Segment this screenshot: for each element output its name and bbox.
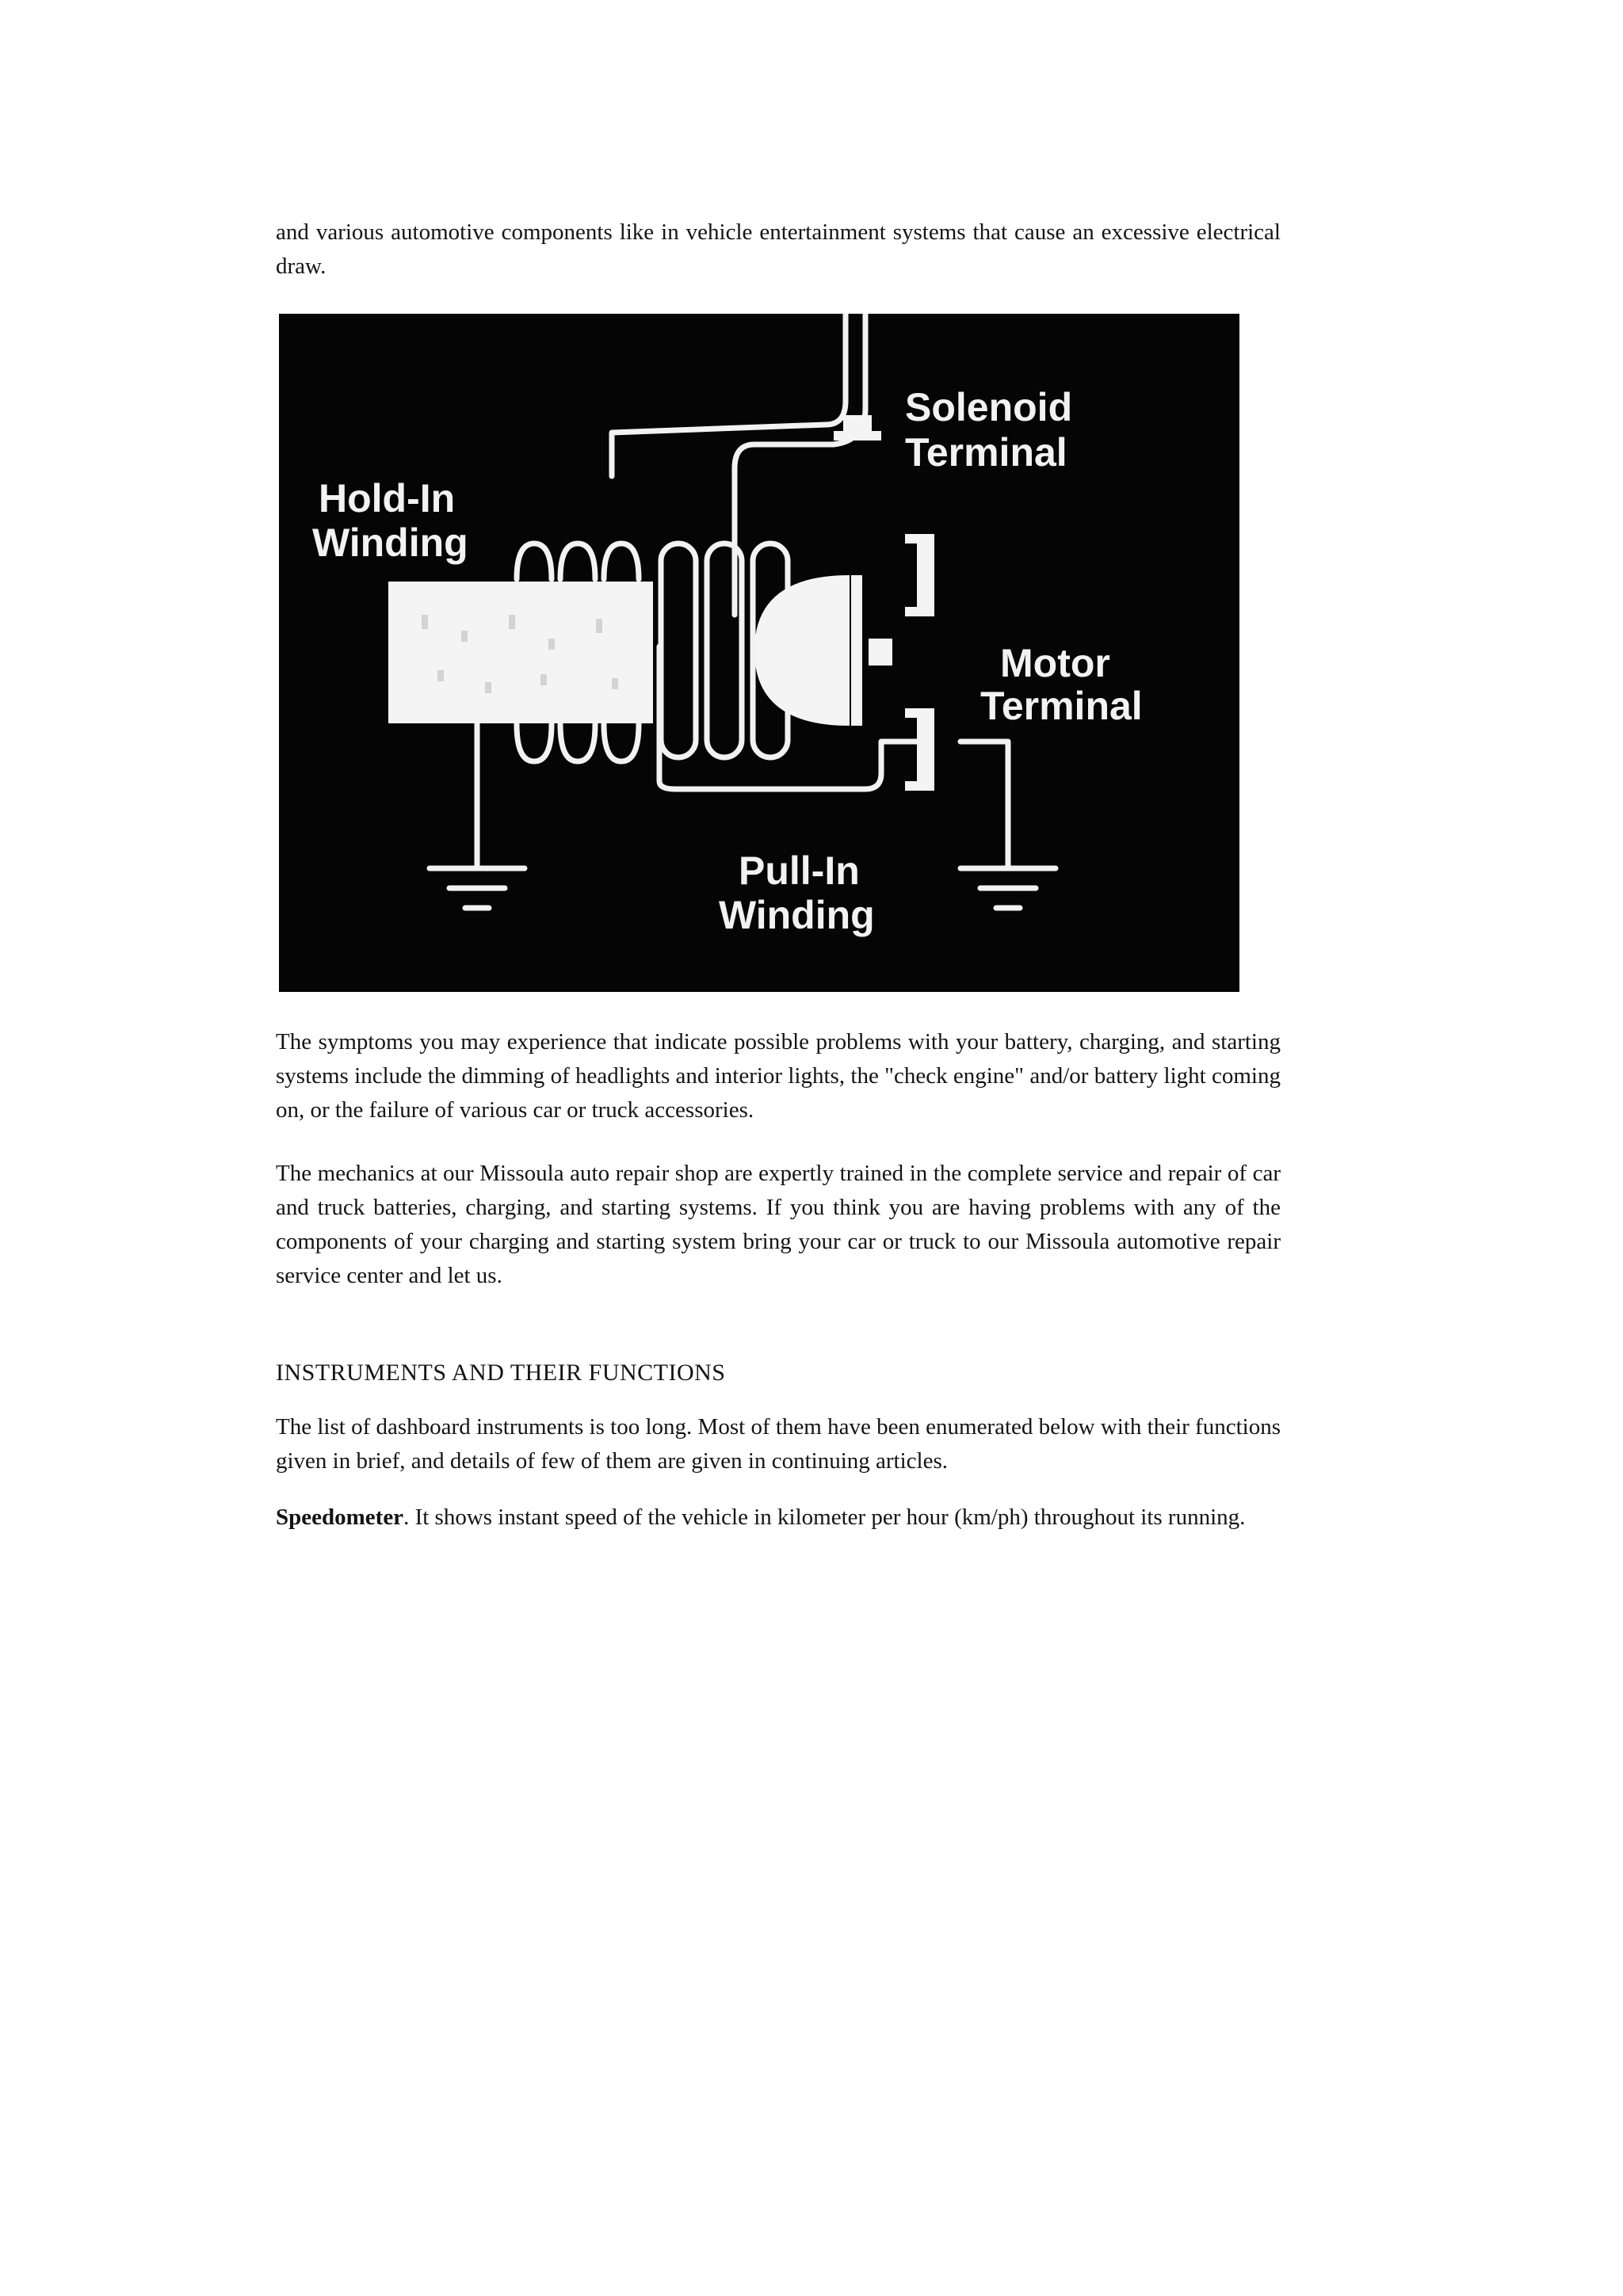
pull-in-winding-label-line1: Pull-In [739, 849, 860, 893]
hold-in-coil-bottom-1 [517, 724, 552, 761]
hold-in-winding-label-line1: Hold-In [319, 476, 456, 521]
hold-in-coil-bottom-3 [604, 724, 639, 761]
speedometer-paragraph [276, 1501, 1281, 1535]
solenoid-terminal-label-line2: Terminal [905, 430, 1067, 475]
instruments-paragraph: The list of dashboard instruments is too long. Most of them have been enumerated below with their functions given in brief, and details of few of them are given in continuing articles. [276, 1414, 1281, 1474]
hold-in-feed-wire [612, 314, 846, 476]
hold-in-coil-bottom-2 [560, 724, 595, 761]
motor-terminal-stud [905, 708, 934, 791]
motor-terminal-ground-wire [960, 742, 1008, 868]
contact-plate [851, 575, 862, 726]
hold-in-ground-symbol [430, 868, 525, 908]
mechanics-paragraph: The mechanics at our Missoula auto repair shop are expertly trained in the complete service and repair of car and truck batteries, charging, and starting systems. If you think you are having problems with any of the components of your charging and starting system bring your car or truck to our Missoula automotive repair service center and let us. [276, 1161, 1281, 1288]
motor-terminal-label-line2: Terminal [980, 684, 1143, 728]
intro-paragraph: and various automotive components like in vehicle entertainment systems that cause an excessive electrical draw. [276, 219, 1281, 279]
hold-in-winding-label-line2: Winding [312, 521, 468, 565]
section-heading: INSTRUMENTS AND THEIR FUNCTIONS [276, 1360, 726, 1386]
pull-in-coil-1 [661, 543, 696, 757]
contact-disc [754, 575, 850, 726]
speedometer-term: Speedometer [276, 1505, 404, 1530]
symptoms-paragraph: The symptoms you may experience that indicate possible problems with your battery, charging, and starting systems include the dimming of headlights and interior lights, the "check engine" and/or battery light coming on, or the failure of various car or truck accessories. [276, 1029, 1281, 1123]
speedometer-description: . It shows instant speed of the vehicle in kilometer per hour (km/ph) throughout its running. [403, 1505, 1246, 1530]
hold-in-coil-top-3 [604, 543, 639, 579]
pull-in-winding-label-line2: Winding [719, 893, 875, 937]
hold-in-coil-top-1 [517, 543, 552, 579]
solenoid-terminal-label-line1: Solenoid [905, 385, 1073, 429]
solenoid-diagram-svg [279, 314, 1239, 992]
hold-in-coil-top-2 [560, 543, 595, 579]
plunger-core [390, 583, 651, 722]
starter-solenoid-diagram [279, 314, 1239, 992]
motor-ground-symbol [960, 868, 1056, 908]
contact-spring [869, 639, 892, 666]
motor-terminal-label-line1: Motor [1000, 641, 1110, 685]
